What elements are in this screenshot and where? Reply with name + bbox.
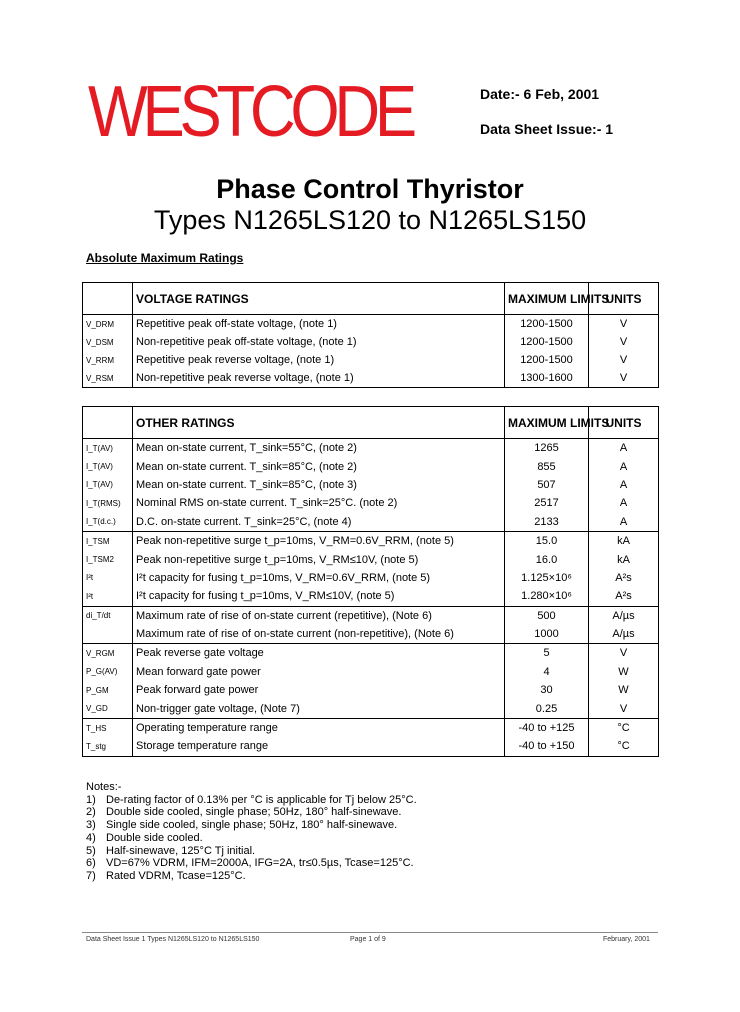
symbol-cell: I_T(d.c.) — [83, 513, 133, 532]
note-text: Half-sinewave, 125°C Tj initial. — [106, 844, 256, 857]
description-cell: Peak forward gate power — [133, 681, 505, 699]
description-cell: Non-repetitive peak off-state voltage, (note 1) — [133, 333, 505, 351]
description-cell: Mean forward gate power — [133, 663, 505, 681]
table-row — [83, 625, 659, 644]
unit-cell: A/µs — [589, 625, 659, 644]
table-row — [83, 457, 659, 475]
unit-cell: V — [589, 333, 659, 351]
value-cell: 1200-1500 — [505, 333, 589, 351]
notes-heading: Notes:- — [86, 781, 122, 793]
value-cell: 5 — [505, 644, 589, 663]
unit-cell: V — [589, 351, 659, 369]
max-limits-heading: MAXIMUM LIMITS — [505, 407, 589, 439]
unit-cell: A — [589, 513, 659, 532]
description-cell: Maximum rate of rise of on-state current (non-repetitive), (Note 6) — [133, 625, 505, 644]
footer-divider — [82, 932, 658, 933]
symbol-cell: I_TSM2 — [83, 550, 133, 568]
description-cell: Non-repetitive peak reverse voltage, (note 1) — [133, 369, 505, 388]
note-number: 3) — [86, 819, 96, 832]
value-cell: -40 to +150 — [505, 737, 589, 756]
note-number: 4) — [86, 831, 96, 844]
description-cell: Mean on-state current. T_sink=85°C, (note 2) — [133, 457, 505, 475]
unit-cell: °C — [589, 718, 659, 737]
table-row — [83, 439, 659, 458]
unit-cell: W — [589, 663, 659, 681]
note-text: De-rating factor of 0.13% per °C is applicable for Tj below 25°C. — [106, 793, 417, 806]
note-number: 1) — [86, 793, 96, 806]
unit-cell: kA — [589, 550, 659, 568]
symbol-cell: I_T(RMS) — [83, 494, 133, 512]
symbol-cell: I²t — [83, 587, 133, 606]
unit-cell: A — [589, 494, 659, 512]
symbol-cell: V_RSM — [83, 369, 133, 388]
unit-cell: V — [589, 699, 659, 718]
other-ratings-table — [82, 406, 659, 757]
symbol-cell: V_RGM — [83, 644, 133, 663]
table-row — [83, 513, 659, 532]
description-cell: Peak non-repetitive surge t_p=10ms, V_RM≤10V, (note 5) — [133, 550, 505, 568]
unit-cell: A — [589, 476, 659, 494]
value-cell: 2133 — [505, 513, 589, 532]
description-cell: Repetitive peak reverse voltage, (note 1) — [133, 351, 505, 369]
other-ratings-heading: OTHER RATINGS — [133, 407, 505, 439]
note-text: Double side cooled, single phase; 50Hz, 180° half-sinewave. — [106, 806, 402, 819]
note-text: VD=67% VDRM, IFM=2000A, IFG=2A, tr≤0.5µs, Tcase=125°C. — [106, 857, 414, 870]
symbol-cell: T_HS — [83, 718, 133, 737]
value-cell: 1300-1600 — [505, 369, 589, 388]
note-text: Single side cooled, single phase; 50Hz, 180° half-sinewave. — [106, 819, 398, 832]
document-title: Phase Control Thyristor — [216, 174, 524, 204]
unit-cell: V — [589, 369, 659, 388]
value-cell: 507 — [505, 476, 589, 494]
note-item — [86, 806, 417, 819]
footer-left: Data Sheet Issue 1 Types N1265LS120 to N1265LS150 — [86, 936, 260, 943]
max-limits-heading: MAXIMUM LIMITS — [505, 283, 589, 315]
symbol-cell: V_RRM — [83, 351, 133, 369]
footer-page: Page 1 of 9 — [350, 936, 386, 943]
value-cell: 500 — [505, 606, 589, 625]
table-row — [83, 699, 659, 718]
note-item — [86, 832, 417, 845]
table-row — [83, 315, 659, 334]
value-cell: 2517 — [505, 494, 589, 512]
voltage-ratings-table — [82, 282, 659, 388]
table-row — [83, 351, 659, 369]
table-row — [83, 718, 659, 737]
description-cell: D.C. on-state current. T_sink=25°C, (note 4) — [133, 513, 505, 532]
value-cell: 1200-1500 — [505, 315, 589, 334]
issue-date: Date:- 6 Feb, 2001 — [480, 86, 600, 102]
value-cell: 1000 — [505, 625, 589, 644]
note-number: 7) — [86, 869, 96, 882]
description-cell: Repetitive peak off-state voltage, (note 1) — [133, 315, 505, 334]
table-row — [83, 476, 659, 494]
symbol-cell: di_T/dt — [83, 606, 133, 625]
value-cell: 1.125×10⁶ — [505, 569, 589, 587]
unit-cell: A/µs — [589, 606, 659, 625]
table-row — [83, 644, 659, 663]
table-row — [83, 531, 659, 550]
value-cell: 0.25 — [505, 699, 589, 718]
note-item — [86, 794, 417, 807]
symbol-cell: I_T(AV) — [83, 457, 133, 475]
document-subtitle: Types N1265LS120 to N1265LS150 — [153, 205, 587, 235]
table-row — [83, 663, 659, 681]
table-row — [83, 369, 659, 388]
description-cell: Peak reverse gate voltage — [133, 644, 505, 663]
symbol-cell: I_TSM — [83, 531, 133, 550]
notes-block — [86, 781, 417, 883]
section-title: Absolute Maximum Ratings — [86, 251, 244, 265]
table-row — [83, 333, 659, 351]
units-heading: UNITS — [589, 283, 659, 315]
unit-cell: V — [589, 315, 659, 334]
symbol-cell: V_GD — [83, 699, 133, 718]
symbol-cell: V_DSM — [83, 333, 133, 351]
symbol-cell: I_T(AV) — [83, 439, 133, 458]
header-symbol-cell — [83, 407, 133, 439]
unit-cell: °C — [589, 737, 659, 756]
value-cell: -40 to +125 — [505, 718, 589, 737]
symbol-cell: P_G(AV) — [83, 663, 133, 681]
table-row — [83, 606, 659, 625]
unit-cell: A²s — [589, 569, 659, 587]
note-text: Rated VDRM, Tcase=125°C. — [106, 869, 246, 882]
table-row — [83, 550, 659, 568]
description-cell: Mean on-state current, T_sink=55°C, (note 2) — [133, 439, 505, 458]
symbol-cell: I²t — [83, 569, 133, 587]
note-item — [86, 845, 417, 858]
table-row — [83, 681, 659, 699]
description-cell: Maximum rate of rise of on-state current (repetitive), (Note 6) — [133, 606, 505, 625]
description-cell: Peak non-repetitive surge t_p=10ms, V_RM=0.6V_RRM, (note 5) — [133, 531, 505, 550]
unit-cell: A — [589, 457, 659, 475]
table-row — [83, 494, 659, 512]
description-cell: Mean on-state current. T_sink=85°C, (note 3) — [133, 476, 505, 494]
description-cell: I²t capacity for fusing t_p=10ms, V_RM=0.6V_RRM, (note 5) — [133, 569, 505, 587]
unit-cell: V — [589, 644, 659, 663]
unit-cell: kA — [589, 531, 659, 550]
note-number: 2) — [86, 806, 96, 819]
note-text: Double side cooled. — [106, 831, 203, 844]
voltage-ratings-heading: VOLTAGE RATINGS — [133, 283, 505, 315]
value-cell: 1265 — [505, 439, 589, 458]
note-number: 6) — [86, 857, 96, 870]
table-row — [83, 587, 659, 606]
symbol-cell: P_GM — [83, 681, 133, 699]
value-cell: 16.0 — [505, 550, 589, 568]
symbol-cell: V_DRM — [83, 315, 133, 334]
note-number: 5) — [86, 844, 96, 857]
unit-cell: W — [589, 681, 659, 699]
value-cell: 1200-1500 — [505, 351, 589, 369]
symbol-cell: T_stg — [83, 737, 133, 756]
table-row — [83, 569, 659, 587]
value-cell: 855 — [505, 457, 589, 475]
note-item — [86, 857, 417, 870]
note-item — [86, 870, 417, 883]
value-cell: 15.0 — [505, 531, 589, 550]
symbol-cell — [83, 625, 133, 644]
note-item — [86, 819, 417, 832]
description-cell: Non-trigger gate voltage, (Note 7) — [133, 699, 505, 718]
header-symbol-cell — [83, 283, 133, 315]
westcode-logo: WESTCODE — [88, 72, 412, 152]
table-row — [83, 737, 659, 756]
footer-date: February, 2001 — [603, 936, 650, 943]
value-cell: 1.280×10⁶ — [505, 587, 589, 606]
description-cell: Storage temperature range — [133, 737, 505, 756]
unit-cell: A — [589, 439, 659, 458]
value-cell: 30 — [505, 681, 589, 699]
value-cell: 4 — [505, 663, 589, 681]
description-cell: Nominal RMS on-state current. T_sink=25°C. (note 2) — [133, 494, 505, 512]
description-cell: Operating temperature range — [133, 718, 505, 737]
symbol-cell: I_T(AV) — [83, 476, 133, 494]
unit-cell: A²s — [589, 587, 659, 606]
description-cell: I²t capacity for fusing t_p=10ms, V_RM≤10V, (note 5) — [133, 587, 505, 606]
units-heading: UNITS — [589, 407, 659, 439]
data-sheet-issue: Data Sheet Issue:- 1 — [480, 121, 614, 137]
